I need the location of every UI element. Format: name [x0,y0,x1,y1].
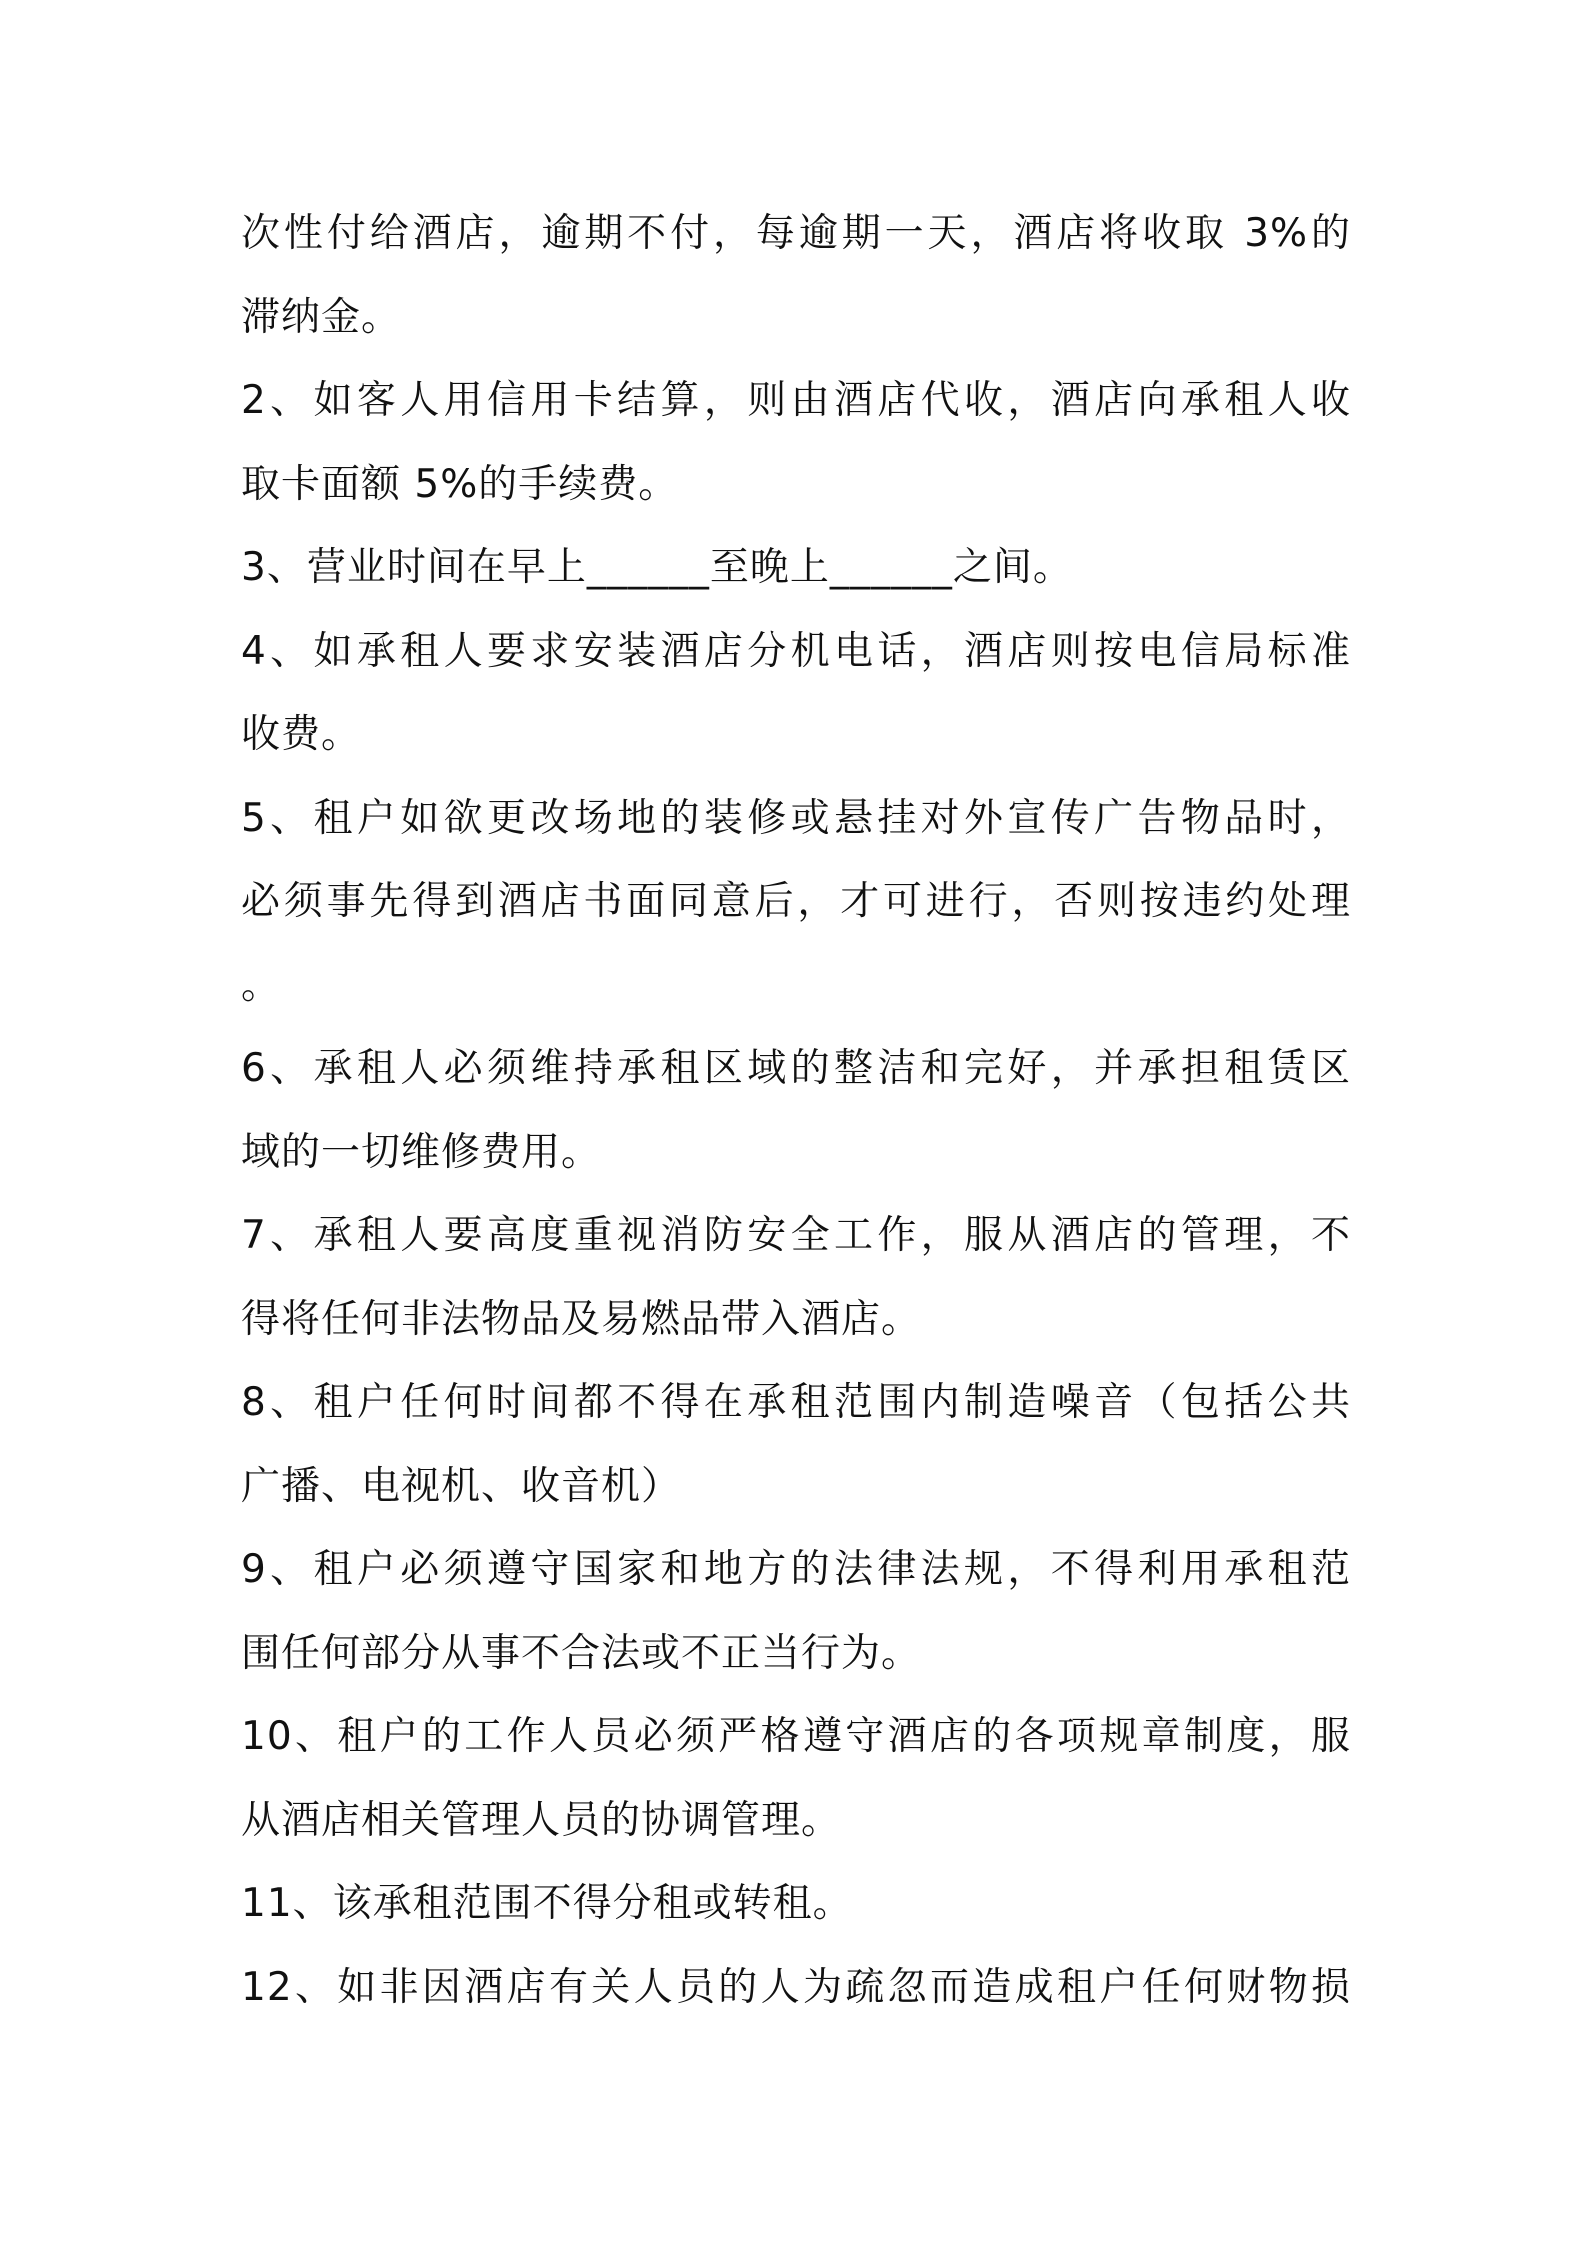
text-line: 3、营业时间在早上______至晚上______之间。 [241,545,1073,590]
text-line: 2、如客人用信用卡结算，则由酒店代收，酒店向承租人收 [241,378,1351,423]
text-line: 取卡面额 5%的手续费。 [241,461,679,507]
text-line: 围任何部分从事不合法或不正当行为。 [241,1630,922,1676]
text-line: 5、租户如欲更改场地的装修或悬挂对外宣传广告物品时， [241,795,1351,841]
text-line: 从酒店相关管理人员的协调管理。 [241,1797,842,1843]
text-line: 收费。 [241,712,362,757]
text-line: 6、承租人必须维持承租区域的整洁和完好，并承担租赁区 [241,1046,1351,1091]
text-line: 12、如非因酒店有关人员的人为疏忽而造成租户任何财物损 [241,1964,1351,2010]
document-body [241,192,1351,2029]
text-line: 8、租户任何时间都不得在承租范围内制造噪音（包括公共 [241,1380,1351,1425]
text-line: 11、该承租范围不得分租或转租。 [241,1881,853,1926]
text-line: 必须事先得到酒店书面同意后，才可进行，否则按违约处理 [241,879,1351,924]
text-line: 9、租户必须遵守国家和地方的法律法规，不得利用承租范 [241,1547,1351,1592]
text-line: 次性付给酒店，逾期不付，每逾期一天，酒店将收取 3%的 [241,211,1351,256]
text-line: 4、如承租人要求安装酒店分机电话，酒店则按电信局标准 [241,628,1351,674]
text-line: 。 [241,962,282,1008]
text-line: 10、租户的工作人员必须严格遵守酒店的各项规章制度，服 [241,1714,1351,1759]
text-line: 域的一切维修费用。 [241,1129,602,1175]
text-line: 得将任何非法物品及易燃品带入酒店。 [241,1296,922,1342]
text-line: 滞纳金。 [241,294,402,340]
text-line: 7、承租人要高度重视消防安全工作，服从酒店的管理，不 [241,1213,1351,1258]
text-line: 广播、电视机、收音机） [241,1463,682,1509]
